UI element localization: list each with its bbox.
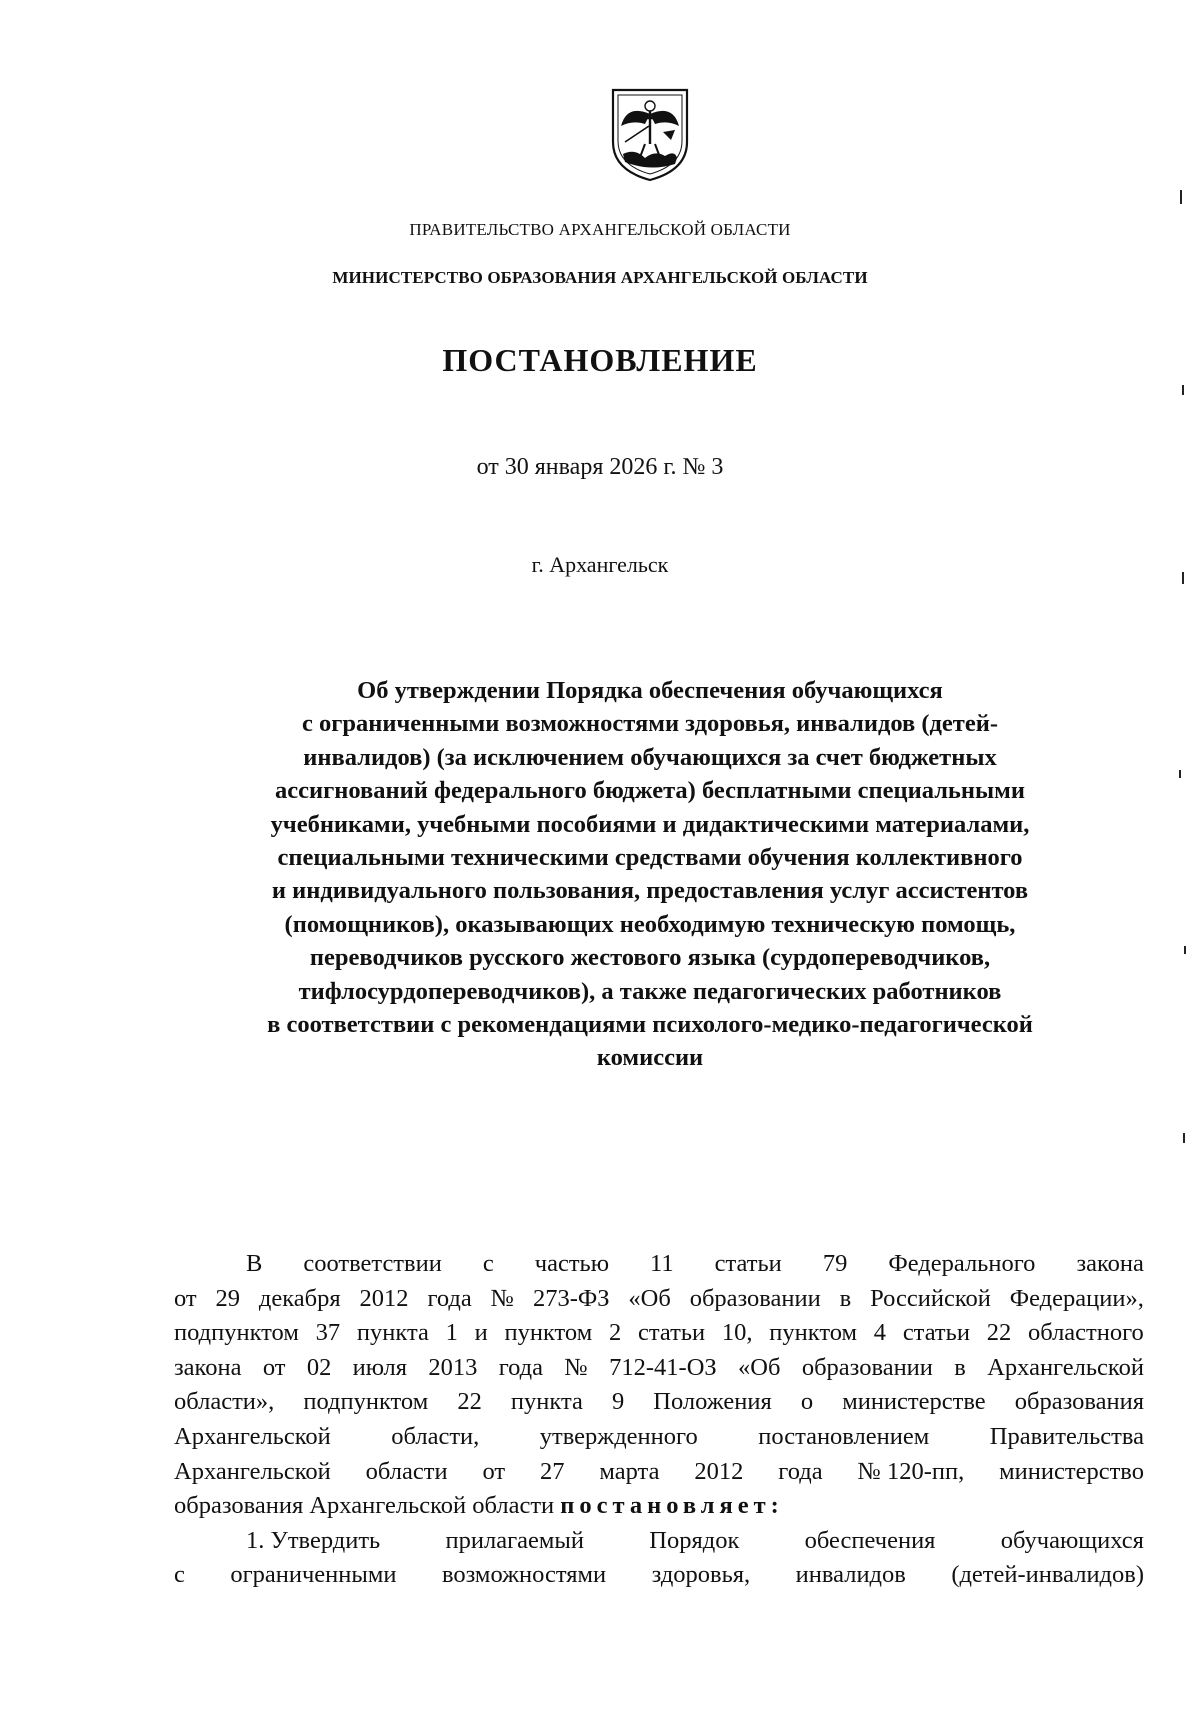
word: Российской bbox=[870, 1284, 991, 1312]
document-title bbox=[170, 674, 1130, 1075]
word: Федерации», bbox=[1009, 1284, 1144, 1312]
word: года bbox=[498, 1353, 544, 1381]
word: (детей-инвалидов) bbox=[951, 1561, 1144, 1589]
word: соответствии bbox=[303, 1250, 442, 1277]
word: инвалидов bbox=[795, 1561, 906, 1589]
word: о bbox=[800, 1388, 814, 1416]
word: пунктом bbox=[769, 1319, 858, 1347]
word: 22 bbox=[986, 1319, 1012, 1347]
title-line: (помощников), оказывающих необходимую техническую помощь, bbox=[284, 910, 1016, 938]
word: подпунктом bbox=[303, 1388, 429, 1416]
word: года bbox=[778, 1457, 823, 1485]
word: областного bbox=[1027, 1319, 1144, 1347]
word: 2012 bbox=[359, 1284, 409, 1312]
word: области, bbox=[391, 1422, 480, 1450]
word: Правительства bbox=[989, 1422, 1144, 1450]
preamble-last-text: образования Архангельской области bbox=[174, 1492, 561, 1520]
word: постановлением bbox=[758, 1422, 930, 1450]
word: обучающихся bbox=[1000, 1526, 1144, 1554]
word: 4 bbox=[873, 1319, 887, 1347]
word: статьи bbox=[714, 1250, 782, 1277]
scan-artifact bbox=[1182, 572, 1184, 584]
word: 10, bbox=[721, 1319, 753, 1347]
word: статьи bbox=[638, 1319, 706, 1347]
word: пункта bbox=[356, 1319, 429, 1347]
ministry-name: МИНИСТЕРСТВО ОБРАЗОВАНИЯ АРХАНГЕЛЬСКОЙ ОБЛАСТИ bbox=[332, 268, 868, 287]
word: Архангельской bbox=[174, 1457, 331, 1485]
word: 2 bbox=[609, 1319, 622, 1347]
word: 29 bbox=[215, 1284, 241, 1312]
word: Архангельской bbox=[174, 1422, 331, 1450]
word: от bbox=[174, 1284, 197, 1312]
title-line: ассигнований федерального бюджета) бесплатными специальными bbox=[275, 777, 1025, 805]
word: области», bbox=[174, 1388, 275, 1416]
word: 22 bbox=[457, 1388, 482, 1416]
word: министерстве bbox=[842, 1388, 986, 1416]
word: обеспечения bbox=[804, 1526, 936, 1554]
word: № bbox=[564, 1353, 588, 1381]
title-line: с ограниченными возможностями здоровья, инвалидов (детей- bbox=[302, 710, 998, 738]
title-line: учебниками, учебными пособиями и дидактическими материалами, bbox=[270, 810, 1030, 838]
word: 712-41-ОЗ bbox=[609, 1353, 717, 1381]
word: июля bbox=[352, 1353, 407, 1381]
coat-of-arms-icon bbox=[605, 84, 695, 184]
government-name: ПРАВИТЕЛЬСТВО АРХАНГЕЛЬСКОЙ ОБЛАСТИ bbox=[409, 220, 791, 239]
title-line: Об утверждении Порядка обеспечения обучающихся bbox=[357, 677, 943, 704]
title-line: комиссии bbox=[596, 1044, 704, 1072]
word: 2012 bbox=[694, 1457, 744, 1485]
decree-word: постановляет: bbox=[560, 1492, 784, 1520]
word: закона bbox=[174, 1353, 242, 1381]
word: статьи bbox=[902, 1319, 970, 1347]
word: «Об bbox=[738, 1353, 781, 1381]
word: Порядок bbox=[649, 1526, 740, 1554]
scan-artifact bbox=[1183, 1133, 1185, 1143]
word: «Об bbox=[628, 1284, 671, 1312]
justified-line bbox=[174, 1420, 1144, 1455]
justified-line bbox=[174, 1455, 1144, 1490]
word: области bbox=[365, 1457, 448, 1485]
word: частью bbox=[534, 1250, 610, 1277]
word: пунктом bbox=[504, 1319, 593, 1347]
title-line: специальными техническими средствами обучения коллективного bbox=[277, 844, 1023, 872]
word: утвержденного bbox=[539, 1422, 698, 1450]
word: с bbox=[174, 1561, 185, 1589]
scan-artifact bbox=[1180, 190, 1182, 204]
word: Архангельской bbox=[987, 1353, 1144, 1381]
word: ограниченными bbox=[230, 1561, 397, 1589]
preamble-last-line bbox=[174, 1489, 1144, 1524]
word: и bbox=[474, 1319, 488, 1347]
document-city: г. Архангельск bbox=[531, 552, 669, 577]
word: возможностями bbox=[441, 1561, 607, 1589]
word: закона bbox=[1076, 1250, 1144, 1277]
title-line: тифлосурдопереводчиков), а также педагогических работников bbox=[298, 977, 1002, 1005]
title-line: и индивидуального пользования, предоставления услуг ассистентов bbox=[271, 877, 1029, 905]
word: В bbox=[246, 1250, 263, 1277]
word: в bbox=[954, 1353, 966, 1381]
word: образовании bbox=[801, 1353, 933, 1381]
title-line: инвалидов) (за исключением обучающихся за счет бюджетных bbox=[303, 743, 997, 771]
word: года bbox=[427, 1284, 472, 1312]
word: марта bbox=[599, 1457, 660, 1485]
justified-line bbox=[174, 1385, 1144, 1420]
word: 273-ФЗ bbox=[532, 1284, 610, 1312]
justified-line bbox=[174, 1316, 1144, 1351]
word: декабря bbox=[258, 1284, 341, 1312]
word: 27 bbox=[540, 1457, 565, 1485]
title-line: переводчиков русского жестового языка (сурдопереводчиков, bbox=[309, 944, 991, 972]
document-date-number: от 30 января 2026 г. № 3 bbox=[476, 454, 724, 480]
word: 1 bbox=[445, 1319, 458, 1347]
word: Федерального bbox=[888, 1250, 1036, 1277]
word: 37 bbox=[315, 1319, 341, 1347]
word: от bbox=[482, 1457, 506, 1485]
word: 02 bbox=[306, 1353, 332, 1381]
justified-line bbox=[174, 1282, 1144, 1317]
word: министерство bbox=[999, 1457, 1144, 1485]
word: подпунктом bbox=[174, 1319, 299, 1347]
preamble-paragraph bbox=[174, 1247, 1144, 1593]
word: 9 bbox=[611, 1388, 625, 1416]
justified-line bbox=[174, 1247, 1144, 1282]
word: образования bbox=[1014, 1388, 1144, 1416]
scan-artifact bbox=[1182, 385, 1184, 395]
word: пункта bbox=[510, 1388, 583, 1416]
title-line: в соответствии с рекомендациями психолого-медико-педагогической bbox=[267, 1011, 1033, 1039]
word: в bbox=[839, 1284, 852, 1312]
word: 79 bbox=[822, 1250, 848, 1277]
word: с bbox=[482, 1250, 494, 1277]
word: 1. Утвердить bbox=[246, 1526, 381, 1554]
word: 2013 bbox=[428, 1353, 478, 1381]
word: № bbox=[490, 1284, 515, 1312]
justified-line bbox=[174, 1351, 1144, 1386]
word: Положения bbox=[653, 1388, 772, 1416]
word: № 120-пп, bbox=[857, 1457, 965, 1485]
word: здоровья, bbox=[651, 1561, 751, 1589]
scan-artifact bbox=[1184, 946, 1186, 954]
word: образовании bbox=[689, 1284, 821, 1312]
justified-line bbox=[174, 1524, 1144, 1559]
document-type-title: ПОСТАНОВЛЕНИЕ bbox=[442, 342, 758, 378]
justified-line bbox=[174, 1558, 1144, 1593]
word: прилагаемый bbox=[445, 1526, 584, 1554]
scan-artifact bbox=[1179, 770, 1181, 778]
word: 11 bbox=[650, 1250, 674, 1277]
word: от bbox=[262, 1353, 286, 1381]
